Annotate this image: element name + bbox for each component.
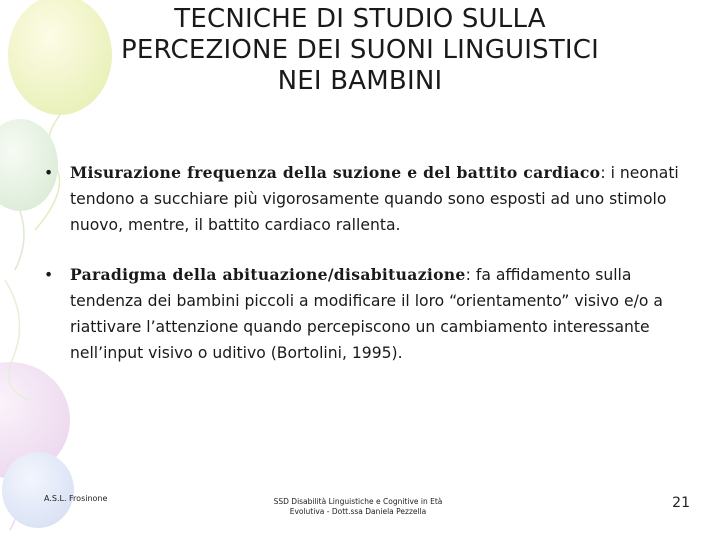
bullet-marker: •: [44, 266, 54, 284]
footer-line-1: SSD Disabilità Linguistiche e Cognitive in Età: [273, 497, 443, 506]
footer-organization: A.S.L. Frosinone: [44, 494, 108, 503]
title-line-1: TECNICHE DI STUDIO SULLA: [174, 4, 546, 34]
title-line-3: NEI BAMBINI: [277, 66, 443, 96]
balloon-blue: [2, 452, 74, 528]
bullet-text: : fa affidamento sulla tendenza dei bambini piccoli a modificare il loro “orientamento” visivo e/o a riattivare l’attenzione quando percepiscono un cambiamento interessante nell’input visivo o uditivo (Bortolini, 1995).: [70, 266, 663, 362]
footer-department: [258, 497, 458, 517]
page-number: 21: [672, 495, 690, 511]
bullet-text: : i neonati tendono a succhiare più vigorosamente quando sono esposti ad uno stimolo nuovo, mentre, il battito cardiaco rallenta.: [70, 164, 679, 234]
bullet-item-paradigma: [44, 262, 704, 366]
bullet-item-suzione: [44, 160, 704, 238]
title-line-2: PERCEZIONE DEI SUONI LINGUISTICI: [120, 35, 600, 65]
bullet-heading: Paradigma della abituazione/disabituazione: [70, 265, 466, 284]
footer-line-2: Evolutiva - Dott.ssa Daniela Pezzella: [289, 507, 427, 516]
bullet-heading: Misurazione frequenza della suzione e del battito cardiaco: [70, 163, 601, 182]
slide-title: [20, 4, 700, 97]
bullet-marker: •: [44, 164, 54, 182]
bullet-list: [44, 160, 704, 366]
